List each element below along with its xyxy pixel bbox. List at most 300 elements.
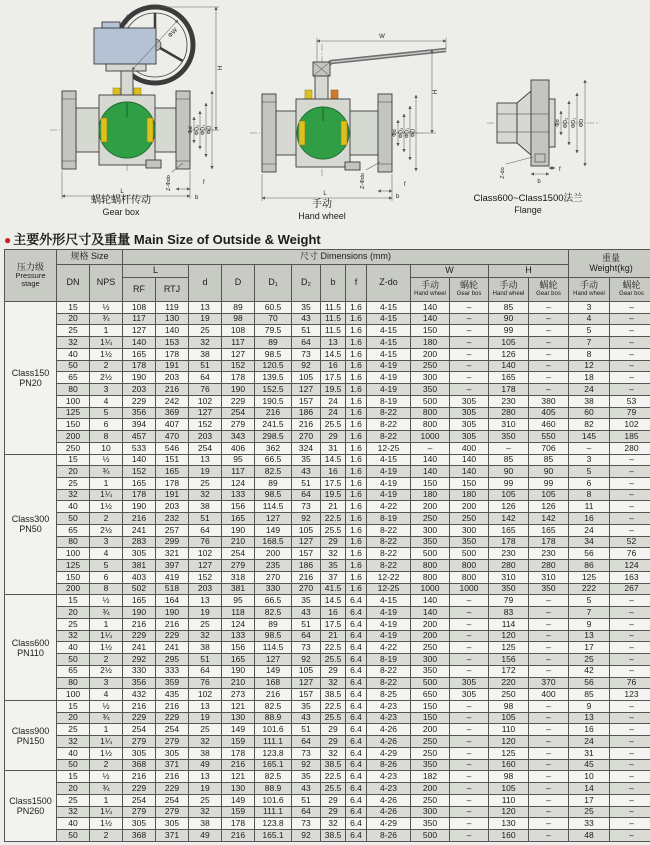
dim-cell: 120 xyxy=(489,736,529,748)
dim-cell: 1.6 xyxy=(346,302,367,314)
dim-cell: 4-19 xyxy=(367,630,411,642)
dim-cell: 117 xyxy=(222,466,255,478)
dim-cell: 283 xyxy=(123,536,156,548)
dim-cell: 8-22 xyxy=(367,536,411,548)
dim-cell: 8-22 xyxy=(367,431,411,443)
dim-cell: – xyxy=(450,712,489,724)
dim-cell: 99 xyxy=(529,478,569,490)
dim-cell: 101.6 xyxy=(255,724,292,736)
dim-cell: 156 xyxy=(489,654,529,666)
dim-cell: 800 xyxy=(411,571,450,583)
header-zdo: Z-do xyxy=(367,265,411,302)
dim-cell: 300 xyxy=(411,372,450,384)
dim-cell: 140 xyxy=(411,313,450,325)
dim-cell: 64 xyxy=(189,524,222,536)
dim-cell: – xyxy=(450,794,489,806)
dim-cell: 800 xyxy=(411,560,450,572)
dim-cell: 76 xyxy=(189,677,222,689)
dim-cell: 53 xyxy=(610,395,650,407)
dim-cell: 140 xyxy=(489,360,529,372)
dim-cell: ¾ xyxy=(90,783,123,795)
dim-cell: 178 xyxy=(123,489,156,501)
dim-cell: 4-26 xyxy=(367,724,411,736)
dim-cell: 76 xyxy=(189,536,222,548)
dim-cell: – xyxy=(610,348,650,360)
dim-cell: 150 xyxy=(450,478,489,490)
dim-cell: – xyxy=(529,337,569,349)
dim-cell: 550 xyxy=(529,431,569,443)
dim-label: b xyxy=(195,195,199,201)
dim-cell: 200 xyxy=(411,501,450,513)
dim-cell: 85 xyxy=(489,454,529,466)
dim-cell: 10 xyxy=(90,442,123,454)
dim-cell: 273 xyxy=(222,689,255,701)
dim-cell: 241 xyxy=(123,642,156,654)
dim-cell: 8-19 xyxy=(367,654,411,666)
table-row xyxy=(5,618,650,630)
dim-cell: 18 xyxy=(569,372,610,384)
dim-label: Z-do xyxy=(500,167,506,179)
dim-cell: 114.5 xyxy=(255,501,292,513)
dim-cell: 1½ xyxy=(90,642,123,654)
dim-cell: 64 xyxy=(292,630,321,642)
dim-cell: 8-22 xyxy=(367,548,411,560)
drawing-caption-en: Flange xyxy=(514,205,542,215)
dim-cell: 1.6 xyxy=(346,431,367,443)
dim-cell: 229 xyxy=(123,395,156,407)
dim-cell: – xyxy=(529,747,569,759)
dim-cell: 127 xyxy=(222,348,255,360)
dim-cell: 150 xyxy=(411,712,450,724)
dim-cell: 4-22 xyxy=(367,501,411,513)
dim-cell: – xyxy=(450,595,489,607)
dim-cell: – xyxy=(529,783,569,795)
header-f: f xyxy=(346,265,367,302)
dim-cell: 8 xyxy=(90,583,123,595)
dim-cell: – xyxy=(529,595,569,607)
dim-cell: 4-22 xyxy=(367,642,411,654)
dim-cell: 230 xyxy=(529,548,569,560)
dim-cell: 4-23 xyxy=(367,783,411,795)
dim-cell: 66.5 xyxy=(255,454,292,466)
dim-cell: 8-22 xyxy=(367,665,411,677)
dim-cell: 1.6 xyxy=(346,466,367,478)
dim-cell: 229 xyxy=(156,783,189,795)
dim-cell: 279 xyxy=(156,736,189,748)
dim-cell: – xyxy=(610,700,650,712)
dim-cell: – xyxy=(569,442,610,454)
dim-cell: 38.5 xyxy=(321,830,346,842)
dim-cell: 25 xyxy=(569,806,610,818)
header-d2: D₂ xyxy=(292,265,321,302)
table-row xyxy=(5,524,650,536)
dim-cell: 38.5 xyxy=(321,759,346,771)
dim-cell: – xyxy=(529,348,569,360)
dim-cell: 270 xyxy=(255,571,292,583)
dim-cell: – xyxy=(610,313,650,325)
dim-cell: 6.4 xyxy=(346,665,367,677)
dim-label: ΦD₁ xyxy=(404,127,411,139)
valve-body xyxy=(262,94,392,172)
dim-cell: 397 xyxy=(156,560,189,572)
dim-cell: 305 xyxy=(450,431,489,443)
dim-cell: 50 xyxy=(57,830,90,842)
dim-cell: 300 xyxy=(411,654,450,666)
dim-cell: ¾ xyxy=(90,313,123,325)
dim-cell: 305 xyxy=(450,419,489,431)
dim-cell: 100 xyxy=(57,689,90,701)
dim-cell: 25.5 xyxy=(321,712,346,724)
dim-cell: 4-26 xyxy=(367,736,411,748)
dim-cell: 140 xyxy=(411,607,450,619)
dim-cell: 1.6 xyxy=(346,478,367,490)
dim-cell: 300 xyxy=(450,524,489,536)
dim-label: ΦD xyxy=(579,118,585,128)
dim-cell: 250 xyxy=(450,513,489,525)
dim-cell: – xyxy=(450,325,489,337)
table-row xyxy=(5,536,650,548)
dim-cell: 4-15 xyxy=(367,302,411,314)
dim-cell: 51 xyxy=(189,513,222,525)
dim-cell: 60.5 xyxy=(255,302,292,314)
dim-cell: 165 xyxy=(222,654,255,666)
dim-cell: 6 xyxy=(569,478,610,490)
dimensions-table xyxy=(4,249,650,842)
bullet-icon: ● xyxy=(4,233,12,247)
dim-cell: – xyxy=(450,337,489,349)
dim-cell: – xyxy=(610,630,650,642)
dim-cell: 250 xyxy=(411,360,450,372)
dim-cell: 403 xyxy=(123,571,156,583)
dim-cell: ½ xyxy=(90,302,123,314)
dim-cell: 51 xyxy=(292,618,321,630)
dim-cell: 24 xyxy=(569,524,610,536)
dim-cell: – xyxy=(450,759,489,771)
dim-cell: 41.5 xyxy=(321,583,346,595)
dim-cell: 178 xyxy=(222,818,255,830)
dim-cell: 80 xyxy=(57,677,90,689)
dim-cell: 90 xyxy=(489,466,529,478)
dim-cell: 4-15 xyxy=(367,454,411,466)
dim-cell: – xyxy=(450,313,489,325)
dim-cell: 111.1 xyxy=(255,806,292,818)
dim-cell: 100 xyxy=(57,395,90,407)
dim-cell: 12-25 xyxy=(367,583,411,595)
dim-label: f xyxy=(203,180,205,186)
dim-cell: – xyxy=(529,700,569,712)
dim-cell: 21 xyxy=(321,630,346,642)
dim-cell: 6.4 xyxy=(346,747,367,759)
dim-cell: 305 xyxy=(450,689,489,701)
dim-cell: 40 xyxy=(57,642,90,654)
table-row xyxy=(5,466,650,478)
dim-cell: 20 xyxy=(57,712,90,724)
dim-cell: – xyxy=(529,759,569,771)
table-row xyxy=(5,830,650,842)
dim-cell: – xyxy=(529,313,569,325)
dim-cell: 11.5 xyxy=(321,302,346,314)
dim-cell: 126 xyxy=(489,348,529,360)
dim-cell: 406 xyxy=(222,442,255,454)
dim-cell: 230 xyxy=(489,395,529,407)
dim-cell: 6.4 xyxy=(346,677,367,689)
dim-cell: 82.5 xyxy=(255,607,292,619)
dim-cell: 73 xyxy=(292,642,321,654)
dim-cell: 88.9 xyxy=(255,712,292,724)
dim-cell: 4-29 xyxy=(367,818,411,830)
dim-cell: 19.5 xyxy=(321,384,346,396)
dim-cell: 3 xyxy=(569,302,610,314)
dim-cell: 165 xyxy=(489,524,529,536)
table-row xyxy=(5,700,650,712)
dim-cell: 6.4 xyxy=(346,736,367,748)
table-body xyxy=(5,302,650,842)
dim-cell: – xyxy=(529,712,569,724)
dim-cell: 82.5 xyxy=(255,771,292,783)
dim-cell: 32 xyxy=(57,806,90,818)
dim-cell: 90 xyxy=(529,466,569,478)
dim-cell: 150 xyxy=(411,700,450,712)
gearbox-icon xyxy=(94,22,156,71)
dim-cell: 25.5 xyxy=(321,524,346,536)
dim-cell: – xyxy=(450,700,489,712)
dim-cell: 324 xyxy=(292,442,321,454)
dim-cell: 5 xyxy=(569,595,610,607)
dim-cell: 123.8 xyxy=(255,747,292,759)
dim-cell: 25 xyxy=(57,478,90,490)
dim-cell: 142 xyxy=(529,513,569,525)
dim-cell: 121 xyxy=(222,700,255,712)
dim-cell: – xyxy=(610,384,650,396)
dim-cell: 121 xyxy=(222,771,255,783)
dim-cell: 92 xyxy=(292,513,321,525)
dim-cell: 1.6 xyxy=(346,583,367,595)
dim-cell: 65 xyxy=(57,524,90,536)
dim-cell: 76 xyxy=(610,677,650,689)
dim-cell: 4 xyxy=(90,689,123,701)
dim-cell: 150 xyxy=(411,478,450,490)
dim-cell: 105 xyxy=(489,337,529,349)
dim-cell: 92 xyxy=(292,360,321,372)
dim-cell: 6.4 xyxy=(346,818,367,830)
dim-cell: 43 xyxy=(292,712,321,724)
dim-cell: 13 xyxy=(189,700,222,712)
dim-cell: 6.4 xyxy=(346,700,367,712)
dim-cell: 124 xyxy=(222,618,255,630)
dim-cell: 108 xyxy=(123,302,156,314)
dim-cell: 350 xyxy=(411,384,450,396)
dim-cell: – xyxy=(610,454,650,466)
dim-cell: 1.6 xyxy=(346,536,367,548)
dim-cell: 151 xyxy=(156,454,189,466)
dim-cell: – xyxy=(529,360,569,372)
dim-cell: 370 xyxy=(529,677,569,689)
dim-cell: – xyxy=(529,830,569,842)
dim-cell: 4-15 xyxy=(367,325,411,337)
dim-cell: 178 xyxy=(156,478,189,490)
dim-cell: 130 xyxy=(222,712,255,724)
dim-cell: 1.6 xyxy=(346,384,367,396)
dim-cell: 3 xyxy=(90,677,123,689)
dim-cell: 85 xyxy=(529,454,569,466)
dim-cell: 127 xyxy=(123,325,156,337)
dim-cell: 9 xyxy=(569,618,610,630)
dim-cell: 25 xyxy=(57,724,90,736)
dim-cell: – xyxy=(450,830,489,842)
dim-cell: 1.6 xyxy=(346,395,367,407)
dim-cell: 1 xyxy=(90,325,123,337)
dim-cell: 1.6 xyxy=(346,560,367,572)
dim-cell: 102 xyxy=(610,419,650,431)
dim-cell: 25 xyxy=(57,325,90,337)
dim-cell: 99 xyxy=(489,478,529,490)
dim-cell: 98.5 xyxy=(255,348,292,360)
dim-label: L xyxy=(323,191,327,197)
dim-cell: 7 xyxy=(569,337,610,349)
pressure-stage-cell: Class300 PN50 xyxy=(5,454,57,595)
dim-cell: 111.1 xyxy=(255,736,292,748)
header-rf: RF xyxy=(123,278,156,302)
dim-cell: – xyxy=(610,736,650,748)
lever-handle xyxy=(317,50,446,76)
dim-cell: 11.5 xyxy=(321,325,346,337)
dim-cell: 4-23 xyxy=(367,771,411,783)
dim-cell: 1 xyxy=(90,478,123,490)
dim-cell: 405 xyxy=(529,407,569,419)
dim-cell: 14.5 xyxy=(321,348,346,360)
dim-cell: 305 xyxy=(156,818,189,830)
dim-cell: 29 xyxy=(321,431,346,443)
dim-cell: 330 xyxy=(255,583,292,595)
dim-cell: 98 xyxy=(489,700,529,712)
dim-cell: 305 xyxy=(450,407,489,419)
dim-cell: 105 xyxy=(292,665,321,677)
dim-cell: 29 xyxy=(321,536,346,548)
dim-cell: – xyxy=(610,360,650,372)
dim-cell: 4-19 xyxy=(367,384,411,396)
dim-cell: 38 xyxy=(189,501,222,513)
table-row xyxy=(5,665,650,677)
dim-cell: 25 xyxy=(189,724,222,736)
dim-cell: 125 xyxy=(57,560,90,572)
dim-cell: – xyxy=(610,724,650,736)
dim-cell: 2½ xyxy=(90,524,123,536)
dim-cell: 280 xyxy=(529,560,569,572)
dim-cell: 270 xyxy=(292,431,321,443)
dim-cell: – xyxy=(529,618,569,630)
dim-cell: 1.6 xyxy=(346,524,367,536)
dim-cell: 45 xyxy=(569,759,610,771)
table-row xyxy=(5,771,650,783)
dim-cell: 25 xyxy=(189,325,222,337)
dim-label: ΦD₂ xyxy=(194,124,201,136)
dim-cell: 150 xyxy=(411,325,450,337)
table-row xyxy=(5,337,650,349)
dim-cell: 10 xyxy=(569,771,610,783)
dim-cell: 6.4 xyxy=(346,630,367,642)
dim-label: Φd xyxy=(555,119,561,127)
dim-cell: – xyxy=(529,302,569,314)
dim-cell: 6.4 xyxy=(346,712,367,724)
dim-cell: 98.5 xyxy=(255,489,292,501)
dim-cell: 305 xyxy=(123,747,156,759)
dim-cell: 257 xyxy=(156,524,189,536)
dim-cell: 368 xyxy=(123,830,156,842)
dim-cell: 12 xyxy=(569,360,610,372)
dim-cell: 16 xyxy=(569,724,610,736)
dim-cell: – xyxy=(610,607,650,619)
table-row xyxy=(5,560,650,572)
dim-cell: 40 xyxy=(57,818,90,830)
dim-cell: – xyxy=(529,818,569,830)
dim-cell: 250 xyxy=(411,747,450,759)
dim-cell: 29 xyxy=(321,794,346,806)
dim-cell: 533 xyxy=(123,442,156,454)
dim-cell: 31 xyxy=(569,747,610,759)
dim-cell: 85 xyxy=(489,302,529,314)
dim-cell: 153 xyxy=(156,337,189,349)
dim-cell: 64 xyxy=(292,489,321,501)
dim-cell: 180 xyxy=(411,489,450,501)
dim-cell: 216 xyxy=(255,407,292,419)
dim-cell: 20 xyxy=(57,607,90,619)
dim-cell: 4-19 xyxy=(367,489,411,501)
dim-cell: 60 xyxy=(569,407,610,419)
dim-cell: 51 xyxy=(292,478,321,490)
dim-cell: 105 xyxy=(489,489,529,501)
dim-cell: 254 xyxy=(222,548,255,560)
dim-cell: 318 xyxy=(222,571,255,583)
table-row xyxy=(5,571,650,583)
dim-cell: 4-29 xyxy=(367,747,411,759)
dim-cell: 3 xyxy=(90,384,123,396)
dim-cell: 32 xyxy=(189,806,222,818)
dim-cell: 34 xyxy=(569,536,610,548)
dim-cell: 13 xyxy=(569,712,610,724)
dim-cell: 190 xyxy=(123,607,156,619)
dim-cell: 89 xyxy=(255,618,292,630)
drawing-caption-cn: Class600~Class1500法兰 xyxy=(473,193,583,204)
dim-label: ΦD xyxy=(410,128,417,138)
dim-cell: 279 xyxy=(222,560,255,572)
dim-cell: 125 xyxy=(489,747,529,759)
dim-cell: 190 xyxy=(222,665,255,677)
dim-cell: 149 xyxy=(222,724,255,736)
dim-cell: 140 xyxy=(450,454,489,466)
dim-cell: – xyxy=(529,325,569,337)
dim-cell: 149 xyxy=(222,794,255,806)
dim-cell: 25.5 xyxy=(321,419,346,431)
dim-cell: 8-25 xyxy=(367,689,411,701)
dim-cell: 200 xyxy=(411,618,450,630)
dim-cell: 43 xyxy=(292,466,321,478)
dim-cell: 159 xyxy=(222,736,255,748)
dim-cell: 250 xyxy=(411,513,450,525)
dim-cell: 35 xyxy=(292,454,321,466)
header-weight: 重量 Weight(kg) xyxy=(569,250,650,278)
dim-cell: 159 xyxy=(222,806,255,818)
dim-cell: 82.5 xyxy=(255,466,292,478)
dim-cell: 29 xyxy=(321,665,346,677)
dim-cell: 168.5 xyxy=(255,536,292,548)
dim-cell: 32 xyxy=(57,736,90,748)
dim-cell: 108 xyxy=(222,325,255,337)
table-row xyxy=(5,360,650,372)
dim-cell: – xyxy=(450,771,489,783)
dim-cell: 124 xyxy=(610,560,650,572)
dim-cell: 15 xyxy=(57,771,90,783)
dim-cell: 118 xyxy=(222,607,255,619)
